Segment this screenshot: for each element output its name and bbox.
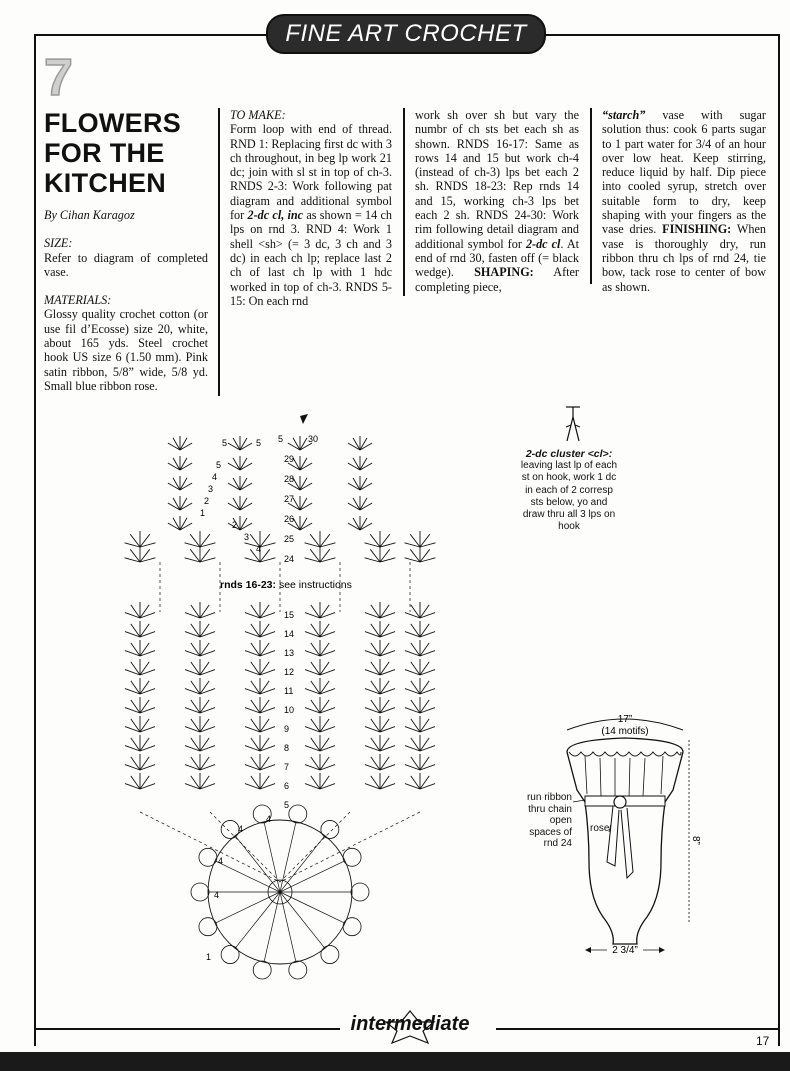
to-make-heading: TO MAKE: bbox=[230, 108, 286, 122]
column-3 bbox=[415, 108, 579, 294]
round-number: 7 bbox=[284, 762, 290, 772]
column-rule-2 bbox=[403, 108, 405, 296]
round-number: 13 bbox=[284, 648, 295, 658]
starch-emphasis: “starch” bbox=[602, 108, 646, 122]
bottom-bar bbox=[0, 1052, 790, 1071]
round-number: 5 bbox=[284, 800, 290, 810]
project-number: 7 bbox=[44, 49, 73, 107]
round-number: 15 bbox=[284, 610, 295, 620]
side-number: 2 bbox=[204, 496, 210, 506]
rim-number: 5 bbox=[222, 438, 228, 448]
footer-rule-right bbox=[496, 1028, 778, 1030]
cluster-note-heading: 2-dc cluster <cl>: bbox=[525, 448, 613, 460]
round-number: 11 bbox=[284, 686, 294, 696]
side-number: 2 bbox=[232, 520, 238, 530]
difficulty-badge bbox=[344, 1010, 476, 1044]
rim-number: 5 bbox=[278, 434, 284, 444]
vase-height-dim: 8” bbox=[690, 836, 701, 845]
round-number: 25 bbox=[284, 534, 295, 544]
medallion-spoke bbox=[215, 892, 280, 923]
medallion-petal bbox=[289, 805, 307, 823]
round-number: 29 bbox=[284, 454, 295, 464]
size-heading: SIZE: bbox=[44, 236, 73, 251]
title-line-1: FLOWERS bbox=[44, 108, 182, 138]
round-number: 28 bbox=[284, 474, 295, 484]
rim-number: 30 bbox=[308, 434, 319, 444]
crochet-diagram bbox=[120, 412, 450, 982]
vase-motifs: (14 motifs) bbox=[601, 726, 649, 737]
side-number: 3 bbox=[244, 532, 250, 542]
medallion-petal bbox=[343, 918, 361, 936]
chart-shapes bbox=[125, 436, 436, 979]
medallion-petal bbox=[191, 883, 209, 901]
medallion-petal bbox=[289, 961, 307, 979]
rose-label: rose bbox=[590, 823, 610, 834]
rose-icon bbox=[614, 796, 626, 808]
round-number: 12 bbox=[284, 667, 295, 677]
size-text: Refer to diagram of completed vase. bbox=[44, 250, 208, 279]
instructions-p1b: as shown = 14 ch lps on rnd 3. RND 4: Work 1 shell <sh> (= 3 dc, 3 ch and 3 dc) in each ch lp; replace last 2 ch of last ch lp with 1 hdc worked in top of ch-3. RNDS 5-15: On each rnd bbox=[230, 208, 392, 308]
round-number: 24 bbox=[284, 554, 295, 564]
medallion-petal bbox=[199, 848, 217, 866]
shaping-text: After completing piece, bbox=[415, 265, 579, 294]
materials-heading: MATERIALS: bbox=[44, 293, 112, 308]
medallion-petal bbox=[221, 946, 239, 964]
project-title bbox=[44, 108, 204, 198]
instructions-p2-emphasis: 2-dc cl bbox=[525, 236, 561, 251]
side-number: 4 bbox=[212, 472, 218, 482]
round-number: 6 bbox=[284, 781, 290, 791]
column-1 bbox=[44, 208, 208, 393]
vase-top-dim: 17” bbox=[617, 714, 633, 725]
medallion-petal bbox=[253, 961, 271, 979]
medallion-petal bbox=[343, 848, 361, 866]
medallion-petal bbox=[321, 946, 339, 964]
instructions-p2: work sh over sh but vary the numbr of ch sts bet each sh as shown. RNDS 16-17: Same as rows 14 and 15 but work ch-4 (instead of ch-3) lps bet each 2 sh. RNDS 18-23: Rep rnds 14 and 15, working ch-3 lps bet each 2 sh. RNDS 24-30: Work rim following detail diagram and additional symbol for bbox=[415, 108, 579, 251]
round-number: 10 bbox=[284, 705, 295, 715]
ribbon-label: run ribbon thru chain open spaces of rnd 24 bbox=[526, 792, 572, 849]
side-number: 3 bbox=[208, 484, 214, 494]
cluster-symbol-icon bbox=[562, 405, 584, 445]
banner-text: FINE ART CROCHET bbox=[285, 20, 527, 47]
difficulty-label: intermediate bbox=[350, 1013, 470, 1035]
column-4 bbox=[602, 108, 766, 294]
title-line-2: FOR THE bbox=[44, 138, 165, 168]
medallion-petal bbox=[321, 820, 339, 838]
instructions-p2b: . At end of rnd 30, fasten off (= black wedge). bbox=[415, 236, 580, 280]
rnds-label bbox=[220, 579, 352, 591]
round-number: 14 bbox=[284, 629, 295, 639]
center-number: 4 bbox=[218, 856, 224, 866]
cluster-note-text: leaving last lp of each st on hook, work 1 dc in each of 2 corresp sts below, yo and draw thru all 3 lps on hook bbox=[520, 460, 618, 533]
side-number: 1 bbox=[200, 508, 206, 518]
medallion-petal bbox=[199, 918, 217, 936]
center-number: 4 bbox=[238, 824, 244, 834]
center-number: 4 bbox=[266, 814, 272, 824]
section-banner bbox=[266, 14, 546, 54]
instructions-p1-emphasis: 2-dc cl, inc bbox=[247, 208, 304, 223]
rim-number: 5 bbox=[256, 438, 262, 448]
center-number: 1 bbox=[206, 952, 212, 962]
side-number: 5 bbox=[216, 460, 222, 470]
cluster-note bbox=[520, 448, 618, 533]
round-number: 8 bbox=[284, 743, 290, 753]
byline: By Cihan Karagoz bbox=[44, 208, 135, 222]
instructions-p1: Form loop with end of thread. RND 1: Replacing first dc with 3 ch throughout, in beg lp work 21 dc; join with sl st in top of ch-3. RNDS 2-3: Work following pat diagram and additional symbol for bbox=[230, 122, 392, 223]
fasten-off-wedge-icon bbox=[300, 414, 308, 424]
footer-rule-left bbox=[34, 1028, 340, 1030]
finishing-heading: FINISHING: bbox=[662, 222, 732, 237]
page-number: 17 bbox=[756, 1034, 770, 1048]
round-number: 26 bbox=[284, 514, 295, 524]
shaping-heading: SHAPING: bbox=[474, 265, 534, 280]
rnds-label-bold: rnds 16-23: bbox=[220, 579, 277, 591]
column-2 bbox=[230, 108, 392, 308]
diagram-labels bbox=[200, 434, 318, 962]
instructions-p3: vase with sugar solution thus: cook 6 parts sugar to 1 part water for 3/4 of an hour over low heat. Keep stirring, reduce liquid by half. Dip piece into cooled syrup, stretch over suitable form to dry, keep shaping with your fingers as the vase dries. bbox=[602, 108, 766, 237]
materials-text: Glossy quality crochet cotton (or use fil d’Ecosse) size 20, white, about 165 yds. Steel crochet hook US size 6 (1.50 mm). Pink satin ribbon, 5/8” wide, 5/8 yd. Small blue ribbon rose. bbox=[44, 307, 208, 393]
center-number: 4 bbox=[214, 890, 220, 900]
side-number: 4 bbox=[256, 544, 262, 554]
vase-bottom-dim: 2 3/4” bbox=[612, 945, 638, 956]
round-number: 9 bbox=[284, 724, 290, 734]
column-rule-1 bbox=[218, 108, 220, 396]
medallion-spoke bbox=[280, 892, 345, 923]
medallion-petal bbox=[221, 820, 239, 838]
medallion-petal bbox=[351, 883, 369, 901]
title-line-3: KITCHEN bbox=[44, 168, 167, 198]
rnds-label-rest: see instructions bbox=[276, 579, 352, 591]
column-rule-3 bbox=[590, 108, 592, 284]
finishing-text: When vase is thoroughly dry, run ribbon thru ch lps of rnd 24, tie bow, tack rose to center of bow as shown. bbox=[602, 222, 766, 294]
round-number: 27 bbox=[284, 494, 295, 504]
